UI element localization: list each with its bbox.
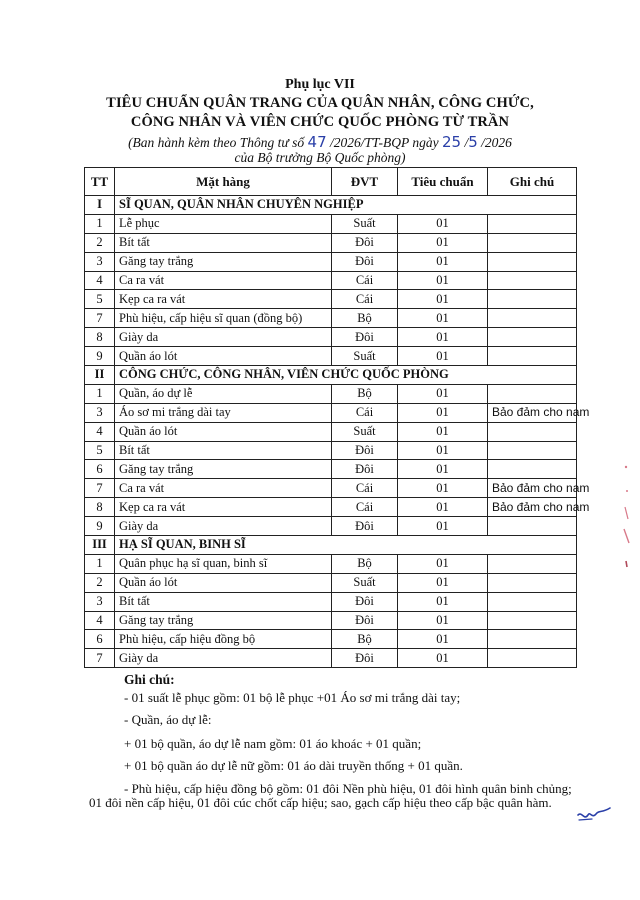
section-title: HẠ SĨ QUAN, BINH SĨ [115, 536, 577, 555]
row-number: 4 [85, 422, 115, 441]
document-title-line-1: TIÊU CHUẨN QUÂN TRANG CỦA QUÂN NHÂN, CÔNG CHỨC, [106, 95, 534, 111]
row-number: 6 [85, 630, 115, 649]
row-note [488, 649, 577, 668]
note-line-5: - Phù hiệu, cấp hiệu đồng bộ gồm: 01 đôi Nền phù hiệu, 01 đôi hình quân binh chủng; [124, 781, 572, 796]
table-row [85, 290, 577, 309]
row-note [488, 422, 577, 441]
row-note [488, 347, 577, 366]
row-note: Bảo đảm cho nam [488, 498, 577, 517]
issue-separator: / [461, 135, 469, 150]
row-item: Quần áo lót [115, 347, 332, 366]
row-item: Ca ra vát [115, 271, 332, 290]
note-line-4: + 01 bộ quần áo dự lễ nữ gồm: 01 áo dài truyền thống + 01 quần. [124, 758, 463, 773]
row-item: Giày da [115, 328, 332, 347]
note-line-3: + 01 bộ quần, áo dự lễ nam gồm: 01 áo khoác + 01 quần; [124, 736, 422, 751]
row-number: 7 [85, 309, 115, 328]
row-standard: 01 [398, 460, 488, 479]
row-item: Kẹp ca ra vát [115, 290, 332, 309]
table-row [85, 422, 577, 441]
row-unit: Đôi [332, 328, 398, 347]
section-number: I [85, 196, 115, 215]
issued-middle: /2026/TT-BQP ngày [326, 135, 443, 150]
row-unit: Bộ [332, 384, 398, 403]
row-item: Quần, áo dự lễ [115, 384, 332, 403]
row-unit: Cái [332, 498, 398, 517]
row-note [488, 214, 577, 233]
row-item: Bít tất [115, 592, 332, 611]
uniform-standards-table [84, 167, 590, 668]
table-row [85, 479, 577, 498]
table-row [85, 630, 577, 649]
row-note [488, 233, 577, 252]
table-row [85, 309, 577, 328]
section-row [85, 536, 577, 555]
row-note: Bảo đảm cho nam [488, 479, 577, 498]
table-row [85, 592, 577, 611]
row-number: 8 [85, 328, 115, 347]
table-row [85, 611, 577, 630]
row-unit: Suất [332, 347, 398, 366]
row-number: 9 [85, 517, 115, 536]
row-unit: Suất [332, 214, 398, 233]
table-row [85, 214, 577, 233]
row-unit: Cái [332, 271, 398, 290]
row-unit: Bộ [332, 554, 398, 573]
row-item: Quần áo lót [115, 573, 332, 592]
row-unit: Đôi [332, 592, 398, 611]
row-number: 3 [85, 592, 115, 611]
row-note [488, 460, 577, 479]
row-item: Bít tất [115, 233, 332, 252]
row-item: Găng tay trắng [115, 460, 332, 479]
column-header-tt: TT [85, 168, 115, 196]
issuer-line: của Bộ trưởng Bộ Quốc phòng) [234, 150, 406, 165]
row-unit: Cái [332, 403, 398, 422]
issued-by-line [0, 133, 640, 151]
table-header-row [85, 168, 577, 196]
column-header-note: Ghi chú [488, 168, 577, 196]
initial-signature-icon [576, 803, 612, 825]
row-standard: 01 [398, 592, 488, 611]
row-number: 4 [85, 611, 115, 630]
row-unit: Đôi [332, 252, 398, 271]
row-item: Phù hiệu, cấp hiệu sĩ quan (đồng bộ) [115, 309, 332, 328]
handwritten-circular-number: 47 [307, 133, 327, 151]
row-number: 8 [85, 498, 115, 517]
row-standard: 01 [398, 347, 488, 366]
section-row [85, 196, 577, 215]
row-number: 7 [85, 479, 115, 498]
section-title: SĨ QUAN, QUÂN NHÂN CHUYÊN NGHIỆP [115, 196, 577, 215]
row-item: Giày da [115, 517, 332, 536]
row-item: Giày da [115, 649, 332, 668]
row-standard: 01 [398, 554, 488, 573]
row-number: 2 [85, 573, 115, 592]
row-number: 7 [85, 649, 115, 668]
row-unit: Bộ [332, 309, 398, 328]
row-standard: 01 [398, 611, 488, 630]
row-standard: 01 [398, 214, 488, 233]
row-number: 6 [85, 460, 115, 479]
column-header-standard: Tiêu chuẩn [398, 168, 488, 196]
issue-year-suffix: /2026 [477, 135, 512, 150]
row-note [488, 290, 577, 309]
row-item: Kẹp ca ra vát [115, 498, 332, 517]
table-row [85, 460, 577, 479]
row-item: Ca ra vát [115, 479, 332, 498]
row-unit: Đôi [332, 611, 398, 630]
row-unit: Đôi [332, 233, 398, 252]
row-note [488, 252, 577, 271]
row-unit: Đôi [332, 517, 398, 536]
row-standard: 01 [398, 441, 488, 460]
row-item: Găng tay trắng [115, 611, 332, 630]
row-unit: Cái [332, 290, 398, 309]
row-standard: 01 [398, 233, 488, 252]
row-note [488, 328, 577, 347]
row-number: 9 [85, 347, 115, 366]
appendix-label: Phụ lục VII [285, 77, 355, 92]
row-unit: Đôi [332, 441, 398, 460]
row-note [488, 611, 577, 630]
row-number: 4 [85, 271, 115, 290]
table-row [85, 649, 577, 668]
row-number: 5 [85, 441, 115, 460]
row-note [488, 271, 577, 290]
row-standard: 01 [398, 403, 488, 422]
note-line-2: - Quần, áo dự lễ: [124, 712, 212, 727]
row-standard: 01 [398, 498, 488, 517]
table-row [85, 384, 577, 403]
row-standard: 01 [398, 384, 488, 403]
table-row [85, 403, 577, 422]
row-item: Quần áo lót [115, 422, 332, 441]
row-number: 2 [85, 233, 115, 252]
table-row [85, 441, 577, 460]
table-row [85, 573, 577, 592]
row-number: 1 [85, 214, 115, 233]
row-standard: 01 [398, 649, 488, 668]
table-row [85, 328, 577, 347]
note-line-6: 01 đôi nền cấp hiệu, 01 đôi cúc chốt cấp hiệu; sao, gạch cấp hiệu theo cấp bậc quân hàm. [89, 795, 552, 810]
section-number: II [85, 366, 115, 385]
row-number: 1 [85, 384, 115, 403]
row-item: Quân phục hạ sĩ quan, binh sĩ [115, 554, 332, 573]
row-standard: 01 [398, 309, 488, 328]
margin-mark-decoration [618, 455, 634, 575]
row-note [488, 554, 577, 573]
section-number: III [85, 536, 115, 555]
handwritten-issue-month: 5 [468, 133, 478, 151]
row-note [488, 592, 577, 611]
row-number: 1 [85, 554, 115, 573]
row-note [488, 573, 577, 592]
row-note [488, 384, 577, 403]
notes-title: Ghi chú: [124, 672, 175, 687]
row-standard: 01 [398, 252, 488, 271]
row-standard: 01 [398, 573, 488, 592]
row-number: 5 [85, 290, 115, 309]
row-note [488, 630, 577, 649]
document-title-line-2: CÔNG NHÂN VÀ VIÊN CHỨC QUỐC PHÒNG TỪ TRẦN [130, 114, 510, 130]
row-unit: Suất [332, 573, 398, 592]
row-item: Găng tay trắng [115, 252, 332, 271]
issued-prefix: (Ban hành kèm theo Thông tư số [128, 135, 308, 150]
section-title: CÔNG CHỨC, CÔNG NHÂN, VIÊN CHỨC QUỐC PHÒNG [115, 366, 577, 385]
row-standard: 01 [398, 517, 488, 536]
row-unit: Đôi [332, 460, 398, 479]
row-item: Áo sơ mi trắng dài tay [115, 403, 332, 422]
row-note: Bảo đảm cho nam [488, 403, 577, 422]
row-note [488, 309, 577, 328]
column-header-item: Mặt hàng [115, 168, 332, 196]
table-row [85, 233, 577, 252]
table-row [85, 347, 577, 366]
row-standard: 01 [398, 271, 488, 290]
row-standard: 01 [398, 630, 488, 649]
row-standard: 01 [398, 479, 488, 498]
row-standard: 01 [398, 328, 488, 347]
row-item: Bít tất [115, 441, 332, 460]
row-unit: Đôi [332, 649, 398, 668]
row-standard: 01 [398, 422, 488, 441]
table-row [85, 271, 577, 290]
row-item: Lễ phục [115, 214, 332, 233]
section-row [85, 366, 577, 385]
table-row [85, 498, 577, 517]
column-header-unit: ĐVT [332, 168, 398, 196]
table-row [85, 252, 577, 271]
table-row [85, 554, 577, 573]
row-number: 3 [85, 252, 115, 271]
row-note [488, 517, 577, 536]
table-body [85, 196, 590, 668]
row-note [488, 441, 577, 460]
row-unit: Cái [332, 479, 398, 498]
note-line-1: - 01 suất lễ phục gồm: 01 bộ lễ phục +01 Áo sơ mi trắng dài tay; [124, 690, 461, 705]
row-unit: Bộ [332, 630, 398, 649]
table-row [85, 517, 577, 536]
row-item: Phù hiệu, cấp hiệu đồng bộ [115, 630, 332, 649]
row-number: 3 [85, 403, 115, 422]
handwritten-issue-day: 25 [442, 133, 462, 151]
row-unit: Suất [332, 422, 398, 441]
row-standard: 01 [398, 290, 488, 309]
